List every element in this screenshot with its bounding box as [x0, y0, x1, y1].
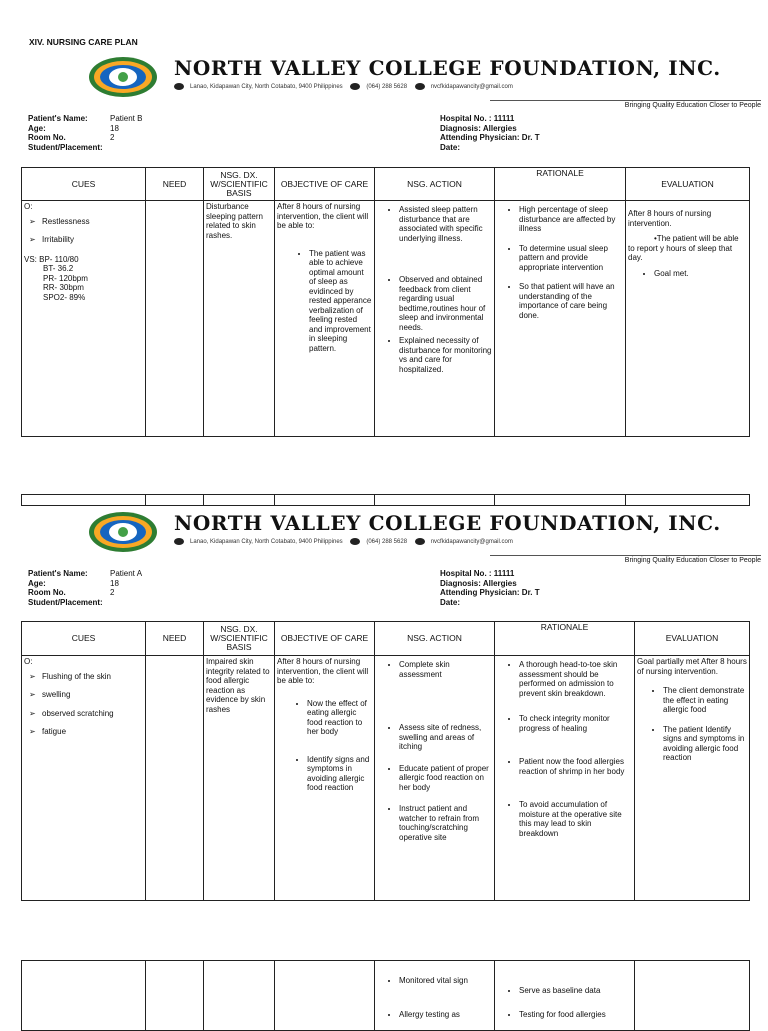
phone-icon: [350, 538, 360, 545]
room-number: 2: [110, 133, 115, 142]
list-item: • To avoid accumulation of moisture at the operative site this may lead to skin breakdown: [519, 800, 632, 838]
col-cues: CUES: [22, 622, 146, 656]
list-item: • A thorough head-to-toe skin assessment should be performed on admission to prevent skin breakdown.: [519, 660, 632, 698]
college-name: NORTH VALLEY COLLEGE FOUNDATION, INC.: [174, 56, 721, 80]
list-item: • Goal met.: [654, 269, 747, 279]
list-item: • Observed and obtained feedback from client regarding usual bedtime,routines hour of sleep and invironmental needs.: [399, 275, 492, 332]
document-title: XIV. NURSING CARE PLAN: [29, 37, 138, 47]
col-cues: CUES: [22, 168, 146, 201]
hospital-number: 11111: [493, 114, 515, 123]
list-item: ➢ observed scratching: [42, 709, 143, 719]
list-item: • Serve as baseline data: [519, 986, 632, 996]
contact-row: Lanao, Kidapawan City, North Cotabato, 9400 Philippines (064) 288 5628 nvcfkidapawancity@gmail.com: [174, 538, 519, 545]
list-item: • Educate patient of proper allergic food reaction on her body: [399, 764, 492, 793]
physician: Dr. T: [521, 588, 540, 597]
col-rationale: RATIONALE: [495, 168, 626, 201]
cues-cell: O: ➢ Restlessness ➢ Irritability VS: BP- 110/80 BT- 36.2 PR- 120bpm RR- 30bpm SPO2- 89%: [22, 201, 146, 437]
email-icon: [415, 538, 425, 545]
list-item: • The patient Identify signs and symptoms in avoiding allergic food reaction: [663, 725, 747, 763]
contact-row: Lanao, Kidapawan City, North Cotabato, 9400 Philippines (064) 288 5628 nvcfkidapawancity@gmail.com: [174, 83, 519, 90]
care-plan-table: [21, 167, 750, 437]
list-item: • Identify signs and symptoms in avoiding allergic food reaction: [307, 755, 372, 793]
list-item: ➢ swelling: [42, 690, 143, 700]
patient-info-left: Patient's Name: Patient A Age: 18 Room No. 2 Student/Placement:: [28, 569, 143, 607]
action-cell: [375, 201, 495, 437]
tagline: Bringing Quality Education Closer to People: [490, 100, 761, 109]
care-plan-table-continued: [21, 960, 750, 1031]
col-nsg-dx: NSG. DX. W/SCIENTIFIC BASIS: [204, 168, 275, 201]
objective-cell: After 8 hours of nursing intervention, the client will be able to: • The patient was able to achieve optimal amount of sleep as evidinced by rested apperance verbalization of feeling rested and improvement in sleeping pattern.: [275, 201, 375, 437]
cues-cell: [22, 961, 146, 1031]
list-item: • Assisted sleep pattern disturbance that are associated with specific underlying illness.: [399, 205, 492, 243]
patient-info-right: Hospital No. : 11111 Diagnosis: Allergies Attending Physician: Dr. T Date:: [440, 569, 540, 607]
objective-cell: [275, 961, 375, 1031]
patient-age: 18: [110, 578, 119, 588]
list-item: • Complete skin assessment: [399, 660, 492, 679]
col-nsg-action: NSG. ACTION: [375, 168, 495, 201]
action-cell: [375, 961, 495, 1031]
location-icon: [174, 83, 184, 90]
list-item: • The patient was able to achieve optimal amount of sleep as evidinced by rested apperance verbalization of feeling rested and improvement in sleeping pattern.: [309, 249, 372, 354]
col-evaluation: EVALUATION: [635, 622, 750, 656]
list-item: • To determine usual sleep pattern and provide appropriate intervention: [519, 244, 623, 273]
phone-icon: [350, 83, 360, 90]
list-item: • Instruct patient and watcher to refrain from touching/scratching operative site: [399, 804, 492, 842]
list-item: • So that patient will have an understanding of the importance of care being done.: [519, 282, 623, 320]
list-item: ➢ Restlessness: [42, 217, 143, 227]
list-item: • Assess site of redness, swelling and areas of itching: [399, 723, 492, 752]
action-cell: [375, 656, 495, 901]
nsg-dx-cell: [204, 961, 275, 1031]
col-rationale: RATIONALE: [495, 622, 635, 656]
col-objective: OBJECTIVE OF CARE: [275, 622, 375, 656]
list-item: • Monitored vital sign: [399, 976, 492, 986]
cues-cell: O: ➢ Flushing of the skin ➢ swelling ➢ observed scratching ➢ fatigue: [22, 656, 146, 901]
hospital-number: 11111: [493, 569, 515, 578]
list-item: ➢ fatigue: [42, 727, 143, 737]
col-evaluation: EVALUATION: [626, 168, 750, 201]
rationale-cell: [495, 656, 635, 901]
patient-info-left: Patient's Name: Patient B Age: 18 Room No. 2 Student/Placement:: [28, 114, 143, 152]
col-nsg-dx: NSG. DX. W/SCIENTIFIC BASIS: [204, 622, 275, 656]
rationale-cell: [495, 201, 626, 437]
list-item: • Allergy testing as: [399, 1010, 492, 1020]
need-cell: [146, 656, 204, 901]
nsg-dx-cell: Disturbance sleeping pattern related to skin rashes.: [204, 201, 275, 437]
room-number: 2: [110, 588, 115, 597]
college-name: NORTH VALLEY COLLEGE FOUNDATION, INC.: [174, 511, 721, 535]
col-objective: OBJECTIVE OF CARE: [275, 168, 375, 201]
college-seal-icon: [88, 511, 158, 553]
diagnosis: Allergies: [482, 123, 517, 133]
list-item: • The client demonstrate the effect in eating allergic food: [663, 686, 747, 715]
patient-info-right: Hospital No. : 11111 Diagnosis: Allergies Attending Physician: Dr. T Date:: [440, 114, 540, 152]
col-need: NEED: [146, 622, 204, 656]
col-nsg-action: NSG. ACTION: [375, 622, 495, 656]
location-icon: [174, 538, 184, 545]
list-item: ➢ Flushing of the skin: [42, 672, 143, 682]
list-item: • Testing for food allergies: [519, 1010, 632, 1020]
list-item: • Patient now the food allergies reaction of shrimp in her body: [519, 757, 632, 776]
patient-name: Patient B: [110, 114, 143, 123]
patient-age: 18: [110, 123, 119, 133]
evaluation-cell: Goal partially met After 8 hours of nursing intervention. • The client demonstrate the effect in eating allergic food • The patient Identify signs and symptoms in avoiding allergic food reaction: [635, 656, 750, 901]
college-header: [88, 56, 761, 109]
patient-name: Patient A: [110, 569, 143, 578]
college-header: [88, 511, 761, 564]
objective-cell: After 8 hours of nursing intervention, the client will be able to: • Now the effect of eating allergic food reaction to her body • Identify signs and symptoms in avoiding allergic food reaction: [275, 656, 375, 901]
list-item: • To check integrity monitor progress of healing: [519, 714, 632, 733]
evaluation-cell: After 8 hours of nursing intervention. •The patient will be able to report y hours of sleep that day. • Goal met.: [626, 201, 750, 437]
college-seal-icon: [88, 56, 158, 98]
list-item: • Now the effect of eating allergic food reaction to her body: [307, 699, 372, 737]
evaluation-cell: [635, 961, 750, 1031]
need-cell: [146, 961, 204, 1031]
list-item: • High percentage of sleep disturbance are affected by illness: [519, 205, 623, 234]
care-plan-table: [21, 621, 750, 901]
list-item: • Explained necessity of disturbance for monitoring vs and care for hospitalized.: [399, 336, 492, 374]
rationale-cell: [495, 961, 635, 1031]
col-need: NEED: [146, 168, 204, 201]
table-fragment: [21, 494, 750, 506]
need-cell: [146, 201, 204, 437]
diagnosis: Allergies: [482, 578, 517, 588]
list-item: ➢ Irritability: [42, 235, 143, 245]
nsg-dx-cell: Impaired skin integrity related to food allergic reaction as evidence by skin rashes: [204, 656, 275, 901]
physician: Dr. T: [521, 133, 540, 142]
tagline: Bringing Quality Education Closer to People: [490, 555, 761, 564]
email-icon: [415, 83, 425, 90]
